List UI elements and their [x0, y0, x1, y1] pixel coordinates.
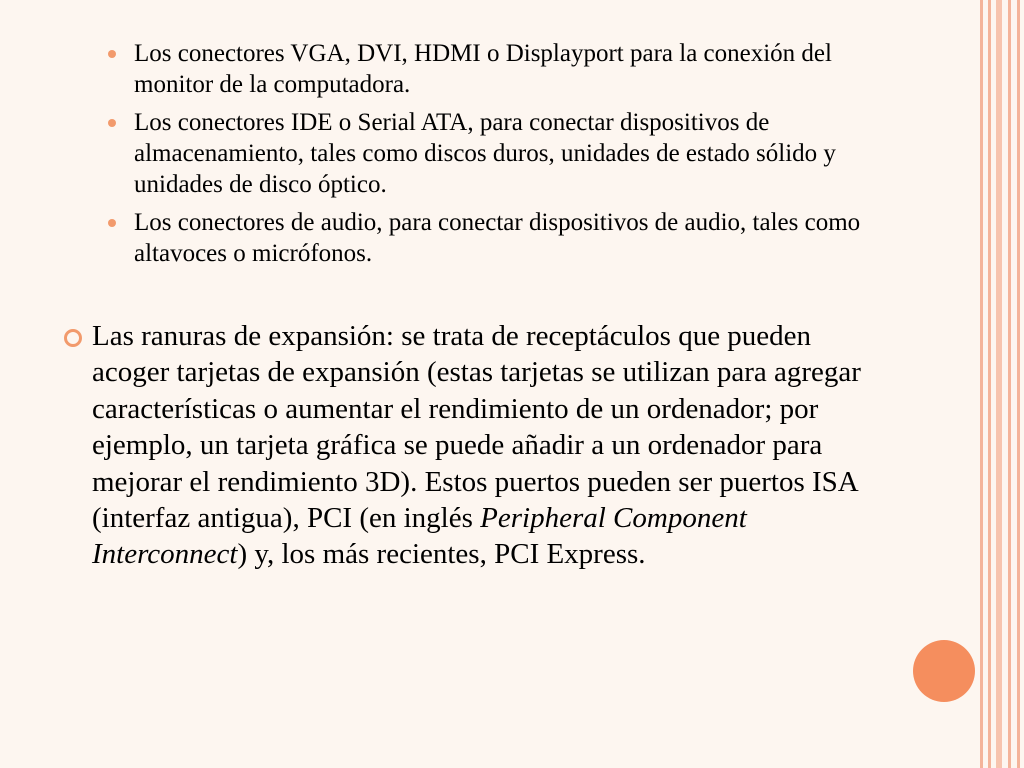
sub-bullet-list: [108, 38, 888, 276]
sub-bullet-text: Los conectores VGA, DVI, HDMI o Displayport para la conexión del monitor de la computadora.: [134, 40, 832, 98]
sub-bullet-text: Los conectores IDE o Serial ATA, para conectar dispositivos de almacenamiento, tales como discos duros, unidades de estado sólido y unidades de disco óptico.: [134, 109, 836, 198]
main-bullet-item: [60, 318, 880, 573]
stripe: [980, 0, 983, 768]
sub-bullet-text: Los conectores de audio, para conectar dispositivos de audio, tales como altavoces o micrófonos.: [134, 209, 861, 267]
bullet-dot-icon: [108, 50, 116, 58]
sub-bullet-item: [108, 38, 888, 100]
bullet-dot-icon: [108, 219, 116, 227]
sub-bullet-item: [108, 107, 888, 200]
main-text-italic: Peripheral Component Interconnect: [92, 502, 747, 571]
decorative-stripes: [976, 0, 1024, 768]
stripe: [1008, 0, 1011, 768]
main-text-before: Las ranuras de expansión: se trata de receptáculos que pueden acoger tarjetas de expansión (estas tarjetas se utilizan para agregar características o aumentar el rendimiento de un ordenador; por ejemplo, un tarjeta gráfica se puede añadir a un ordenador para mejorar el rendimiento 3D). Estos puertos pueden ser puertos ISA (interfaz antigua), PCI (en inglés: [92, 320, 861, 535]
stripe: [1017, 0, 1020, 768]
ring-bullet-icon: [64, 329, 82, 347]
decorative-circle: [913, 640, 975, 702]
sub-bullet-item: [108, 207, 888, 269]
stripe: [996, 0, 1002, 768]
stripe: [988, 0, 991, 768]
bullet-dot-icon: [108, 119, 116, 127]
main-bullet-text: [92, 318, 880, 573]
main-text-after: ) y, los más recientes, PCI Express.: [237, 538, 646, 571]
